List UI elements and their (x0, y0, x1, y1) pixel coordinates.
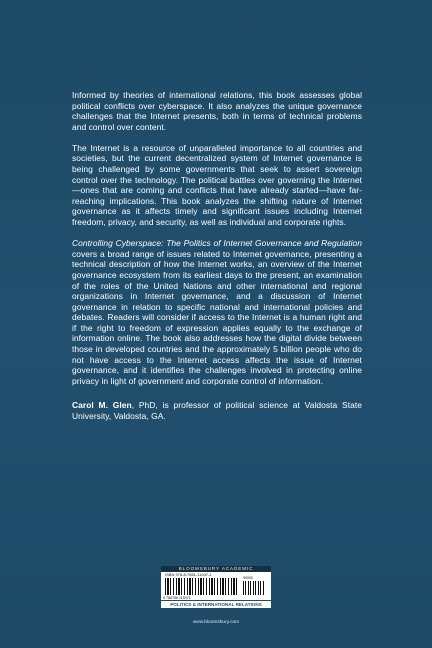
blurb-paragraph-3 (72, 238, 362, 386)
author-name: Carol M. Glen (72, 400, 132, 411)
book-title: Controlling Cyberspace: The Politics of Internet Governance and Regulation (72, 238, 362, 249)
blurb-paragraph-1: Informed by theories of international relations, this book assesses global political conflicts over cyberspace. It also analyzes the unique governance challenges that the Internet presents, both in terms of technical problems and control over content. (72, 90, 362, 132)
price-code: 90000 (243, 576, 253, 580)
price-barcode-bars (243, 581, 265, 595)
barcode (161, 572, 271, 600)
publisher-website: www.bloomsbury.com (192, 620, 240, 625)
author-bio-text: , PhD, is professor of political science at Valdosta State University, Valdosta, GA. (72, 400, 362, 422)
cover-blurb (72, 90, 362, 432)
barcode-bars (165, 578, 237, 595)
author-bio (72, 400, 362, 421)
subject-category: POLITICS & INTERNATIONAL RELATIONS (161, 600, 271, 608)
blurb-paragraph-2: The Internet is a resource of unparalleled importance to all countries and societies, but the current decentralized system of Internet governance is being challenged by some governments that seek to assert sovereign control over the technology. The political battles over governing the Internet—ones that are coming and conflicts that have already started—have far-reaching implications. This book analyzes the shifting nature of Internet governance as it affects timely and significant issues including Internet freedom, privacy, and security, as well as individual and corporate rights. (72, 142, 362, 228)
publisher-name: BLOOMSBURY ACADEMIC (161, 566, 271, 572)
blurb-paragraph-3-text: covers a broad range of issues related to Internet governance, presenting a technical description of how the Internet works, an overview of the Internet governance ecosystem from its earliest days to the present, an examination of the roles of the United Nations and other international and regional organizations in Internet governance, and a discussion of Internet governance in relation to specific national and international policies and debates. Readers will consider if access to the Internet is a human right and if the right to freedom of expression applies equally to the exchange of information online. The book also addresses how the digital divide between those in developed countries and the approximately 5 billion people who do not have access to the Internet access affects the issue of Internet governance, and it identifies the challenges involved in protecting online privacy in light of government and corporate control of information. (72, 248, 362, 386)
imprint-block (161, 566, 271, 608)
isbn-label: ISBN 978-8-7661-11947-1 (165, 572, 212, 577)
barcode-digits: 9 788766 119471 (163, 596, 191, 600)
